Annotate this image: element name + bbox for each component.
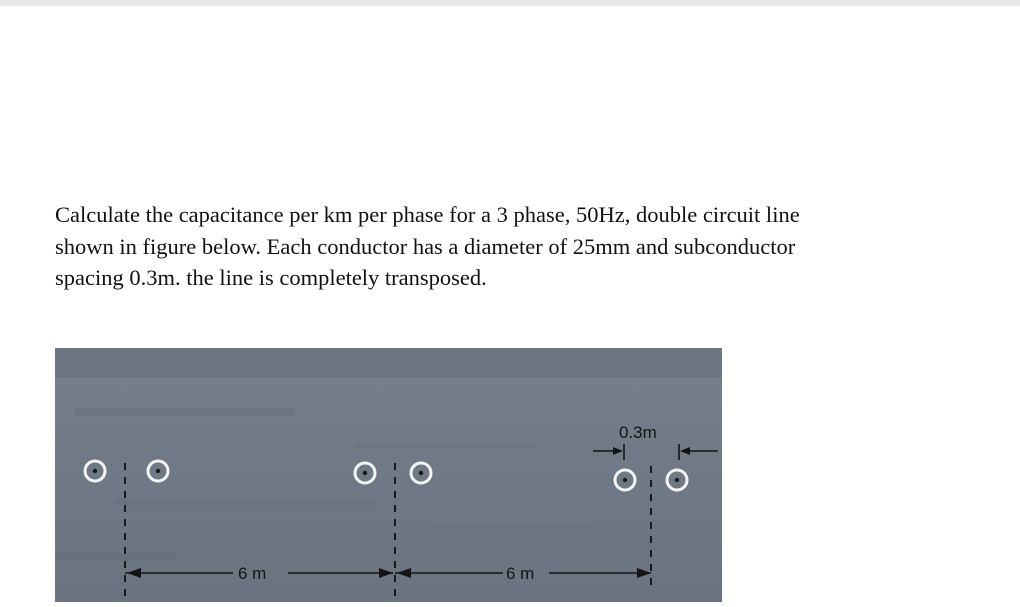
conductor-bundle-1 (85, 461, 168, 481)
spacing-label-1: 6 m (238, 564, 267, 583)
photo-texture (55, 348, 722, 561)
conductor-3b-core (675, 478, 679, 482)
subconductor-spacing-dimension (593, 444, 718, 460)
question-line-1: Calculate the capacitance per km per phase for a 3 phase, 50Hz, double circuit line (55, 202, 800, 227)
conductor-bundle-2 (355, 463, 431, 483)
question-text (55, 199, 955, 294)
question-line-2: shown in figure below. Each conductor has a diameter of 25mm and subconductor (55, 233, 796, 259)
question-line-3: spacing 0.3m. the line is completely transposed. (55, 265, 487, 290)
conductor-1a-core (93, 469, 97, 473)
conductor-3a-core (623, 478, 627, 482)
figure-drawing (55, 348, 722, 602)
subconductor-spacing-label: 0.3m (619, 423, 657, 442)
conductor-2a-core (363, 471, 367, 475)
line-configuration-figure (55, 348, 722, 602)
conductor-1b-core (156, 469, 160, 473)
conductor-2b-core (419, 471, 423, 475)
spacing-label-2: 6 m (506, 564, 535, 583)
top-divider (0, 0, 1020, 6)
